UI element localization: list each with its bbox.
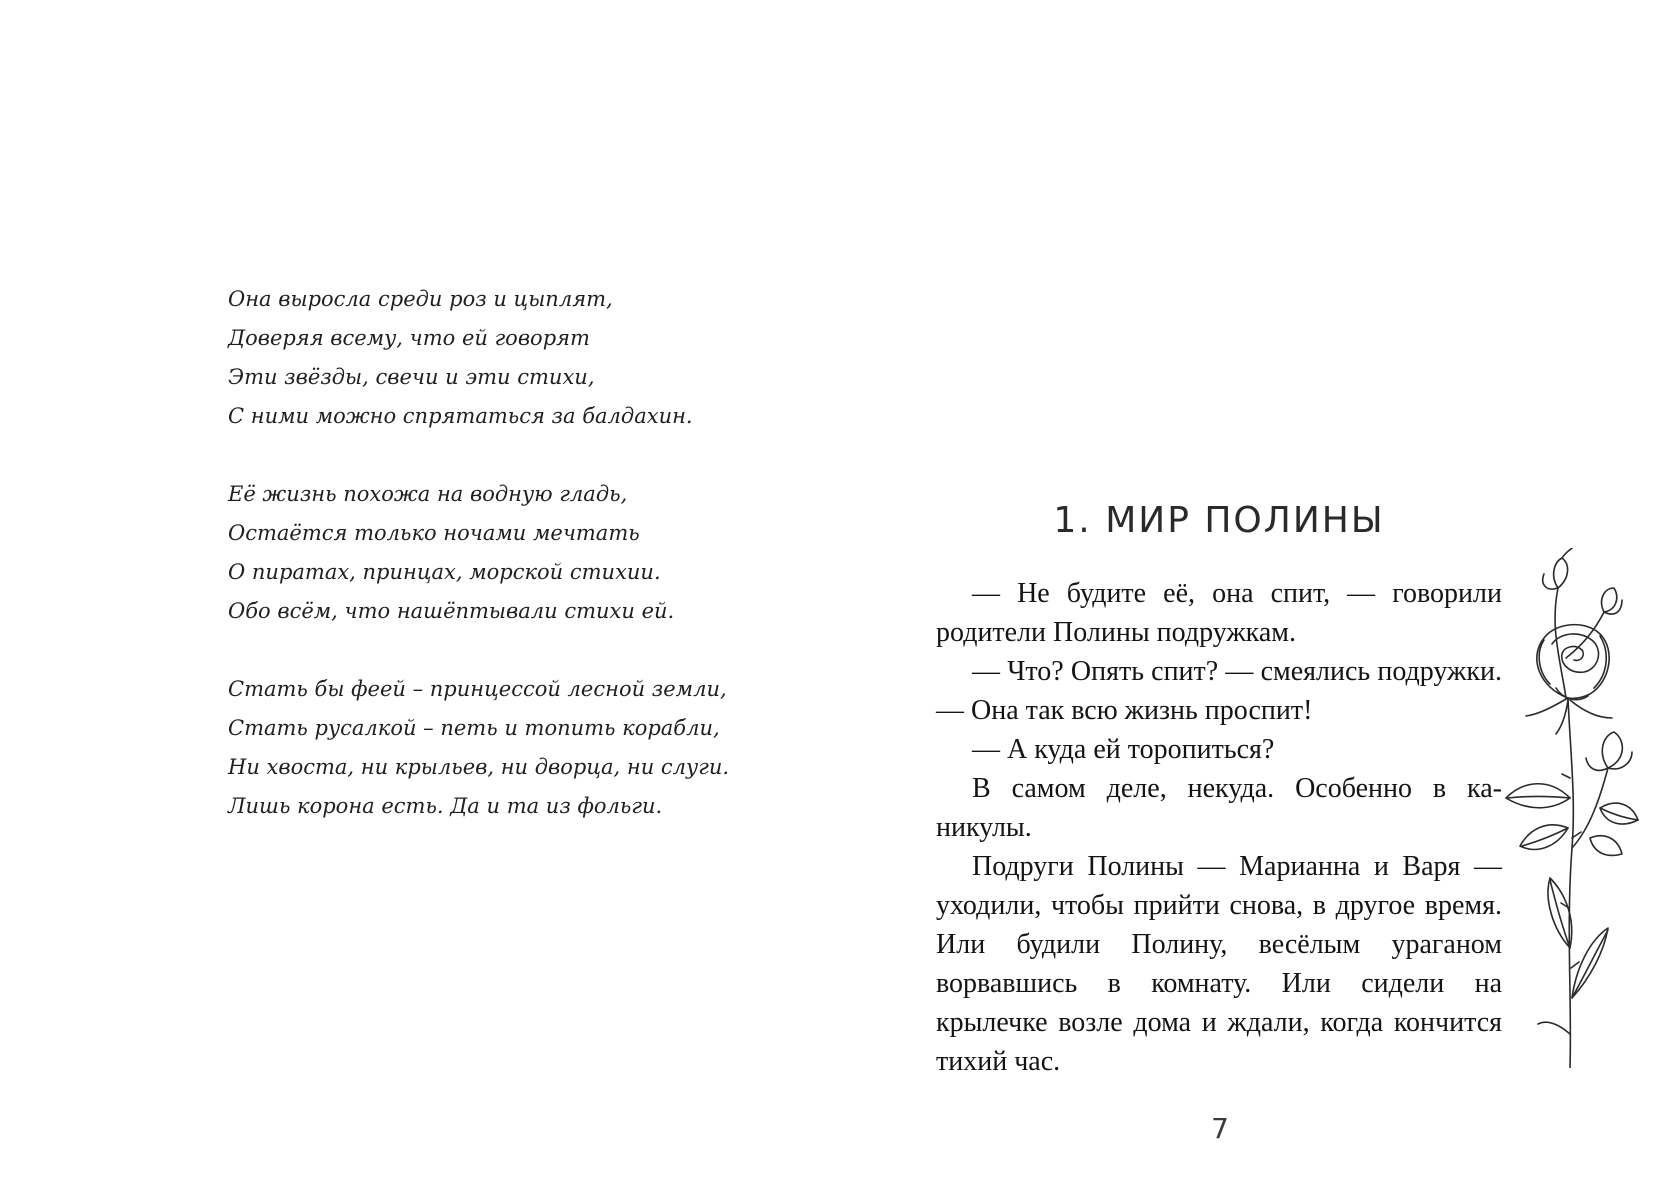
- rose-sketch-icon: [1500, 548, 1640, 1068]
- poem-stanza-2: [228, 475, 788, 631]
- poem-line: Ни хвоста, ни крыльев, ни дворца, ни слуги.: [228, 755, 730, 779]
- chapter-title: 1. МИР ПОЛИНЫ: [1053, 500, 1385, 541]
- poem-line: Стать бы феей – принцессой лесной земли,: [228, 677, 727, 701]
- poem-stanza-3: [228, 670, 788, 826]
- paragraph: В самом деле, некуда. Особенно в каникулы.: [936, 773, 1502, 843]
- poem-line: О пиратах, принцах, морской стихии.: [228, 560, 661, 584]
- paragraph: — Не будите её, она спит, — говорили родители Полины подружкам.: [936, 578, 1502, 648]
- poem-line: Её жизнь похожа на водную гладь,: [228, 482, 628, 506]
- poem-line: Она выросла среди роз и цыплят,: [228, 287, 613, 311]
- epigraph-poem: [228, 280, 788, 826]
- poem-line: Обо всём, что нашёптывали стихи ей.: [228, 599, 675, 623]
- poem-line: Эти звёзды, свечи и эти стихи,: [228, 365, 595, 389]
- poem-line: С ними можно спрятаться за балдахин.: [228, 404, 693, 428]
- poem-line: Доверяя всему, что ей говорят: [228, 326, 590, 350]
- paragraph: — Что? Опять спит? — смеялись подружки. — Она так всю жизнь проспит!: [936, 656, 1502, 726]
- poem-line: Остаётся только ночами мечтать: [228, 521, 640, 545]
- page-number: 7: [1211, 1112, 1229, 1145]
- paragraph: Подруги Полины — Марианна и Варя — уходили, чтобы прийти снова, в другое время. Или будили Полину, весёлым ураганом ворвавшись в комнату. Или сидели на крылечке возле дома и ждали, когда кончится тихий час.: [936, 851, 1502, 1077]
- poem-line: Стать русалкой – петь и топить корабли,: [228, 716, 720, 740]
- poem-stanza-1: [228, 280, 788, 436]
- paragraph: — А куда ей торопиться?: [972, 734, 1275, 765]
- chapter-text: [936, 574, 1502, 1081]
- poem-line: Лишь корона есть. Да и та из фольги.: [228, 794, 663, 818]
